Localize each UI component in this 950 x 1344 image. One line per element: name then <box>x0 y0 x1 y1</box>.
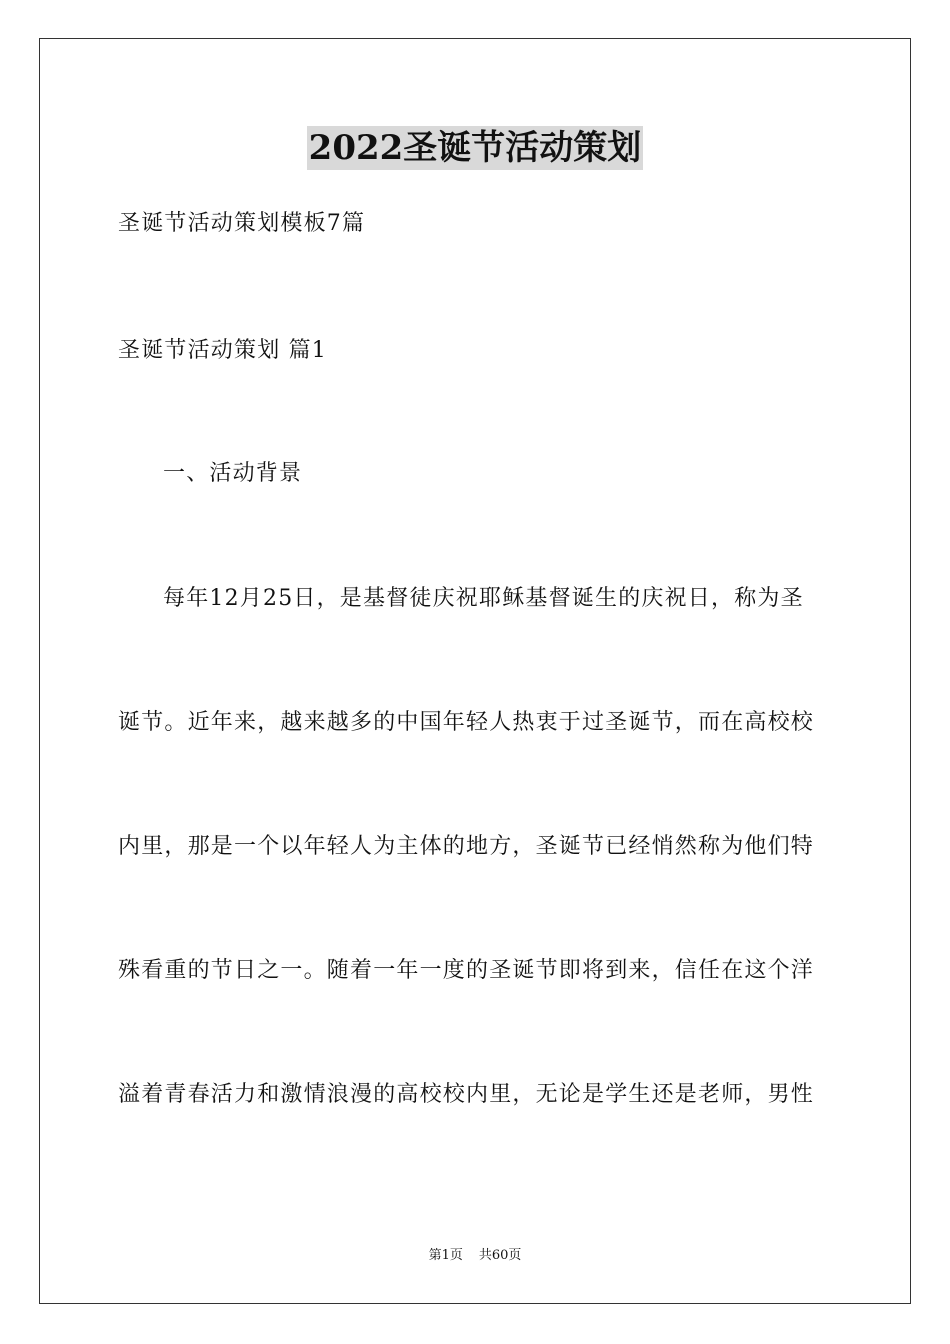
paragraph-line-3: 内里，那是一个以年轻人为主体的地方，圣诞节已经悄然称为他们特 <box>118 834 815 859</box>
section-heading: 圣诞节活动策划 篇1 <box>118 338 327 363</box>
paragraph-line-2: 诞节。近年来，越来越多的中国年轻人热衷于过圣诞节，而在高校校 <box>118 710 815 735</box>
paragraph-line-4: 殊看重的节日之一。随着一年一度的圣诞节即将到来，信任在这个洋 <box>118 958 815 983</box>
document-subtitle: 圣诞节活动策划模板7篇 <box>118 211 366 236</box>
subheading-background: 一、活动背景 <box>163 461 303 486</box>
document-title-block <box>0 126 950 170</box>
page-number: 第1页 <box>428 1248 463 1263</box>
paragraph-line-5: 溢着青春活力和激情浪漫的高校校内里，无论是学生还是老师，男性 <box>118 1082 815 1107</box>
page-total: 共60页 <box>478 1248 522 1263</box>
document-title: 2022圣诞节活动策划 <box>308 128 642 168</box>
paragraph-line-1: 每年12月25日，是基督徒庆祝耶稣基督诞生的庆祝日，称为圣 <box>163 586 804 611</box>
page-footer <box>0 1247 950 1265</box>
